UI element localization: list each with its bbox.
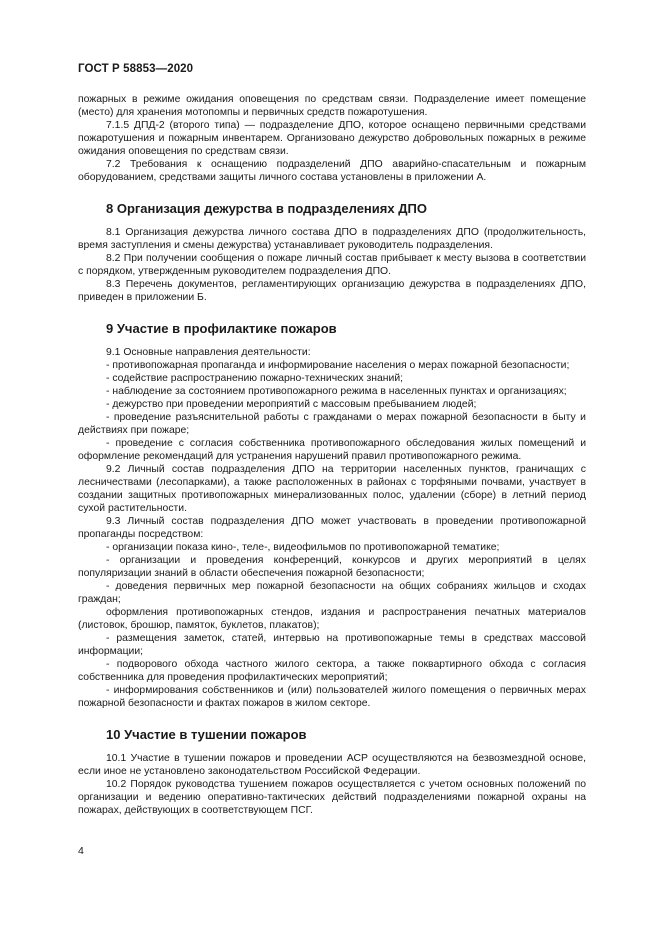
list-item: - противопожарная пропаганда и информирование населения о мерах пожарной безопасности; [106, 360, 570, 371]
document-body [78, 93, 586, 817]
list-item: - размещения заметок, статей, интервью на противопожарные темы в средствах массовой информации; [78, 633, 586, 657]
list-item: - содействие распространению пожарно-технических знаний; [106, 373, 404, 384]
paragraph: 7.1.5 ДПД-2 (второго типа) — подразделение ДПО, которое оснащено первичными средствами пожаротушения и пожарным инвентарем. Организовано дежурство добровольных пожарных в режиме ожидания оповещения по средствам связи. [78, 120, 586, 157]
document-id: ГОСТ Р 58853—2020 [78, 63, 194, 75]
list-item: - организации и проведения конференций, конкурсов и других мероприятий в целях популяризации знаний в области обеспечения пожарной безопасности; [78, 555, 586, 579]
paragraph: 10.1 Участие в тушении пожаров и проведении АСР осуществляются на безвозмездной основе, если иное не установлено законодательством Российской Федерации. [78, 753, 586, 777]
page-number: 4 [78, 845, 84, 857]
paragraph: 9.2 Личный состав подразделения ДПО на территории населенных пунктов, граничащих с лесничествами (лесопарками), а также расположенных в районах с торфяными почвами, участвует в создании защитных противопожарных минерализованных полос, удалении (сборе) в летний период сухой растительности. [78, 464, 586, 514]
list-item: - проведение разъяснительной работы с гражданами о мерах пожарной безопасности в быту и действиях при пожаре; [78, 412, 586, 436]
list-item: - организации показа кино-, теле-, видеофильмов по противопожарной тематике; [106, 542, 500, 553]
section-8-heading: 8 Организация дежурства в подразделениях ДПО [106, 201, 427, 216]
paragraph: 8.1 Организация дежурства личного состава ДПО в подразделениях ДПО (продолжительность, время заступления и смены дежурства) устанавливает руководитель подразделения. [78, 227, 586, 251]
paragraph: 9.3 Личный состав подразделения ДПО может участвовать в проведении противопожарной пропаганды посредством: [78, 516, 586, 540]
list-item: - информирования собственников и (или) пользователей жилого помещения о первичных мерах пожарной безопасности и фактах пожаров в жилом секторе. [78, 685, 586, 709]
list-item: - подворового обхода частного жилого сектора, а также поквартирного обхода с согласия собственника для проведения профилактических мероприятий; [78, 659, 586, 683]
paragraph: 8.2 При получении сообщения о пожаре личный состав прибывает к месту вызова в соответствии с порядком, утвержденным руководителем подразделения ДПО. [78, 253, 586, 277]
list-item: - проведение с согласия собственника противопожарного обследования жилых помещений и оформление рекомендаций для устранения нарушений правил противопожарного режима. [78, 438, 586, 462]
section-9-heading: 9 Участие в профилактике пожаров [106, 321, 337, 336]
paragraph: 10.2 Порядок руководства тушением пожаров осуществляется с учетом основных положений по организации и ведению оперативно-тактических действий подразделениями пожарной охраны на пожарах, действующих в соответствующем ПСГ. [78, 779, 586, 816]
list-item: - доведения первичных мер пожарной безопасности на общих собраниях жильцов и сходах граждан; [78, 581, 586, 605]
list-item: - дежурство при проведении мероприятий с массовым пребыванием людей; [106, 399, 477, 410]
paragraph: пожарных в режиме ожидания оповещения по средствам связи. Подразделение имеет помещение (место) для хранения мотопомпы и первичных средств пожаротушения. [78, 94, 586, 118]
list-item: - наблюдение за состоянием противопожарного режима в населенных пунктах и организациях; [106, 386, 567, 397]
paragraph: 7.2 Требования к оснащению подразделений ДПО аварийно-спасательным и пожарным оборудованием, средствами защиты личного состава установлены в приложении А. [78, 159, 586, 183]
paragraph: 8.3 Перечень документов, регламентирующих организацию дежурства в подразделениях ДПО, приведен в приложении Б. [78, 279, 586, 303]
section-10-heading: 10 Участие в тушении пожаров [106, 727, 307, 742]
list-item: оформления противопожарных стендов, издания и распространения печатных материалов (листовок, брошюр, памяток, буклетов, плакатов); [78, 607, 586, 631]
paragraph: 9.1 Основные направления деятельности: [106, 347, 311, 358]
